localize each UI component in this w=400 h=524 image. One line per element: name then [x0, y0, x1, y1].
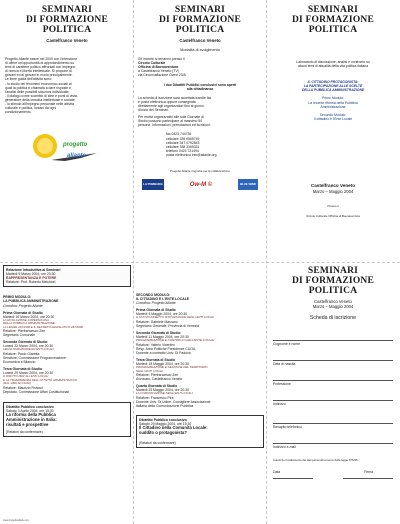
secondo-modulo-block: SECONDO MODULO: IL CITTADINO E L'ENTE LOCALE Coordina: Progetto Aliante Prima Giornata di Studio Martedì 4 Maggio 2004, ore 20:30 IL NUOVO ASSETTO ISTITUZIONALE DEGLI ENTI LOCALI Relatore: Gabriele Marzano Segretario Generale, Provincia di Venezia Seconda Giornata di Studio Martedì 11 Maggio 2004, ore 20:30 PROGRAMMAZIONE E CONTROLLO DELL'ENTE LOCALE Relatore: Valerio Vicentini Resp. Area Politiche Presidenze CUOA, Docente a contratto Univ. Di Padova Terza Giornata di Studio Martedì 18 Maggio 2004, ore 20:30 PROGRAMMAZIONE E GESTIONE DEL TERRITORIO NEGLI ENTI LOCALI Relatore: Pierfrancesco Zen Avvocato, Castelfranco Veneto Quarta Giornata di Studio Martedì 25 Maggio 2004, ore 20:30 LA COMUNICAZIONE NEGLI ENTI LOCALI Relatore: Francesco Pira Docente Univ. Di Udine, Consigliere Associazione Italiana della Comunicazione Pubblica	[136, 293, 264, 408]
panel2-place: Castelfranco Veneto	[179, 38, 221, 43]
registration-form	[269, 332, 397, 479]
contacts-block: fax 0423 744736 cellulare 335 6565749 cellulare 347 0792843 cellulare 338 3365331 telefono 0423 721494 posta elettronica info@aliante.org	[166, 132, 217, 157]
field-email[interactable]: Indirizzo e-mail	[273, 435, 393, 444]
study-day-2: Seconda Giornata di Studio Lunedì 22 Marzo 2004, ore 20:30 LEGGI FINANZIARIE ED ENTI LOCALI Relatore: Paolo Giaretta Senatore, Commissione Programmazione Economica e Bilancio	[3, 340, 66, 365]
logo-text-1: progetto	[63, 142, 88, 149]
cover-period: Marzo – Maggio 2004	[312, 188, 354, 194]
collaboration-note: Progetto Aliante ringrazia per la collaborazione	[170, 168, 230, 173]
panel-modalita	[136, 3, 264, 258]
dibattito-pubblico-1: Dibattito Pubblico conclusivo Sabato 3 Aprile 2004, ore 15:30 La riforma della Pubblica Amministrazione in Italia: risultati e prospettive (Relatori da confermare)	[3, 402, 131, 438]
date-field[interactable]	[273, 478, 313, 479]
panel6-city: Castelfranco Veneto	[314, 299, 352, 304]
panel6-title-2: DI FORMAZIONE POLITICA	[291, 276, 375, 296]
panel-intro	[3, 3, 131, 258]
dibattito-pubblico-2: Dibattito Pubblico conclusivo Sabato 29 Maggio 2004, ore 15:30 Il Cittadino nella Comunità Locale: suddito o protagonista? (Relatori da confermare)	[136, 415, 264, 448]
modalita-heading: Modalità di svolgimento	[180, 48, 220, 52]
registration-info: La scheda di iscrizione sarà accettata tramite fax e posta elettronica oppure consegnata direttamente agli organizzatori fino al giorno d'inizio dei Seminari. Per motivi organizzativi alle sole Giornate di Studio possono partecipare al massimo 50 persone. Informazioni, prenotazioni ed iscrizioni:	[138, 95, 212, 128]
study-day-m2-1: Prima Giornata di Studio Martedì 4 Maggio 2004, ore 20:30 IL NUOVO ASSETTO ISTITUZIONALE DEGLI ENTI LOCALI Relatore: Gabriele Marzano Segretario Generale, Provincia di Venezia	[136, 308, 215, 328]
panel6-period: Marzo – Maggio 2004	[312, 304, 354, 309]
study-day-m2-3: Terza Giornata di Studio Martedì 18 Maggio 2004, ore 20:30 PROGRAMMAZIONE E GESTIONE DEL TERRITORIO NEGLI ENTI LOCALI Relatore: Pierfrancesco Zen Avvocato, Castelfranco Veneto	[136, 357, 208, 382]
panel2-title-2: DI FORMAZIONE POLITICA	[158, 15, 242, 35]
sponsor-logo-2: Ow-M ©	[189, 181, 213, 188]
venue-block: Gli incontri si terranno presso il Circolo Culturale Officina di Buenaventura a Castelfranco Veneto (TV) via Circonvallazione Ovest 23/A	[138, 57, 186, 78]
public-notice: I due Dibattiti Pubblici conclusivi sono aperti alla cittadinanza	[163, 82, 237, 91]
study-day-m2-4: Quarta Giornata di Studio Martedì 25 Maggio 2004, ore 20:30 LA COMUNICAZIONE NEGLI ENTI LOCALI Relatore: Francesco Pira Docente Univ. Di Udine, Consigliere Associazione Italiana della Comunicazione Pubblica	[136, 384, 211, 408]
panel1-title-1: SEMINARI	[41, 5, 93, 15]
form-title: Scheda di iscrizione	[309, 315, 357, 321]
sponsor-logos	[136, 179, 264, 190]
cover-city: Castelfranco Veneto	[310, 182, 356, 188]
panel2-title-1: SEMINARI	[174, 5, 226, 15]
module-1-summary: Primo Modulo: La recente riforma della Pubblica Amministrazione	[308, 96, 358, 109]
study-day-m2-2: Seconda Giornata di Studio Martedì 11 Maggio 2004, ore 20:30 PROGRAMMAZIONE E CONTROLLO DELL'ENTE LOCALE Relatore: Valerio Vicentini Resp. Area Politiche Presidenze CUOA, Docente a contratto Univ. Di Padova	[136, 331, 215, 355]
cover-circolo: Circolo Culturale Officina di Buenaventura	[306, 214, 360, 219]
study-day-3: Terza Giornata di Studio Lunedì 29 Marzo 2004, ore 20:30 IL DIRITTO PER GLI ENTI LOCALI E LA TRASPARENZA DELL'ATTIVITÀ AMMINISTRATIVA (DAL 1990 AD OGGI) Relatore: Maurizio Fistarol Deputato, Commissione Affari Costituzionali	[3, 367, 77, 394]
primo-modulo-block: PRIMO MODULO: LA PUBBLICA AMMINISTRAZIONE Coordina: Progetto Aliante Prima Giornata di Studio Martedì 16 Marzo 2004, ore 20:30 LA RIVOLUZIONE COPERNICANA DELLA PUBBLICA AMMINISTRAZIONE: LA LEGGE 241/1990 E IL DECRETO LEGISLATIVO 267/2000 Relatore: Pierfrancesco Zen Segretario Comunale Seconda Giornata di Studio Lunedì 22 Marzo 2004, ore 20:30 LEGGI FINANZIARIE ED ENTI LOCALI Relatore: Paolo Giaretta Senatore, Commissione Programmazione Economica e Bilancio Terza Giornata di Studio Lunedì 29 Marzo 2004, ore 20:30 IL DIRITTO PER GLI ENTI LOCALI E LA TRASPARENZA DELL'ATTIVITÀ AMMINISTRATIVA (DAL 1990 AD OGGI) Relatore: Maurizio Fistarol Deputato, Commissione Affari Costituzionali	[3, 295, 131, 393]
progetto-aliante-logo	[27, 132, 107, 174]
panel1-place: Castelfranco Veneto	[46, 38, 88, 43]
cover-theme: IL CITTADINO PROTAGONISTA: LA PARTECIPAZIONE ALLE SCELTE DELLA PUBBLICA AMMINISTRAZIONE	[301, 80, 365, 93]
date-label: Data	[273, 470, 281, 475]
field-cognome-nome[interactable]: Cognome e nome	[273, 332, 393, 341]
relazione-introduttiva: Relazione Introduttiva ai Seminari Martedì 9 Marzo 2004, ore 20:30 RAPPRESENTANZA E POTERE Relatore: Prof. Roberto Melchiori	[3, 265, 131, 287]
field-indirizzo[interactable]: Indirizzo	[273, 392, 393, 401]
cover-presso: Presso il	[327, 203, 339, 208]
study-day-1: Prima Giornata di Studio Martedì 16 Marzo 2004, ore 20:30 LA RIVOLUZIONE COPERNICANA DELLA PUBBLICA AMMINISTRAZIONE: LA LEGGE 241/1990 E IL DECRETO LEGISLATIVO 267/2000 Relatore: Pierfrancesco Zen Segretario Comunale	[3, 310, 84, 338]
field-data-nascita[interactable]: Data di nascita	[273, 352, 393, 361]
field-recapito-telefonico[interactable]: Recapito telefonico	[273, 415, 393, 424]
panel-scheda-iscrizione	[269, 264, 397, 522]
panel-secondo-modulo	[136, 264, 264, 522]
signature-field[interactable]	[343, 478, 393, 479]
field-professione[interactable]: Professione	[273, 372, 393, 381]
panel-cover	[269, 3, 397, 258]
panel1-title-2: DI FORMAZIONE POLITICA	[25, 15, 109, 35]
sponsor-logo-1: LA POMBARIA	[142, 179, 164, 190]
panel6-title-1: SEMINARI	[307, 266, 359, 276]
privacy-consent: Autorizzo il trattamento dei dati personali ai sensi della legge 675/96	[273, 458, 358, 462]
intro-text: Progetto Aliante nasce nel 2000 con l'intenzione di offrire un'opportunità di approfondimento su temi di carattere politico affrontati con impegno di ricerca e libertà intellettuale. Si propone di giovani ed ai giovani in modo principalmente. Le linee guida dell'attività sono: - lo studio dei fenomeni economico-sociali ai quali la politica è chiamata a dare risposte e l'analisi delle possibili soluzioni individuate; - il dialogo come scambio di idee e punti di vista, generatore della crescita intellettuale e sociale; - lo stimolo all'impegno personale nelle attività culturale e politica, lontani da ogni condizionamento.	[5, 57, 78, 115]
footer-url: www.progettoaliante.org	[3, 519, 29, 522]
panel-primo-modulo	[3, 264, 131, 522]
logo-text-2: aliante	[67, 153, 87, 160]
panel3-title-1: SEMINARI	[307, 5, 359, 15]
signature-row	[273, 470, 393, 474]
sponsor-logo-3: BLUE WIND	[238, 179, 258, 190]
cover-description: Laboratorio di discussione, analisi e confronto su alcuni temi di attualità della vita politica italiana	[296, 60, 370, 69]
panel3-title-2: DI FORMAZIONE POLITICA	[291, 15, 375, 35]
module-2-summary: Secondo Modulo: Il cittadino e l'Ente Locale	[313, 112, 353, 121]
fold-line-horizontal	[0, 262, 400, 263]
signature-label: Firma	[364, 470, 373, 475]
